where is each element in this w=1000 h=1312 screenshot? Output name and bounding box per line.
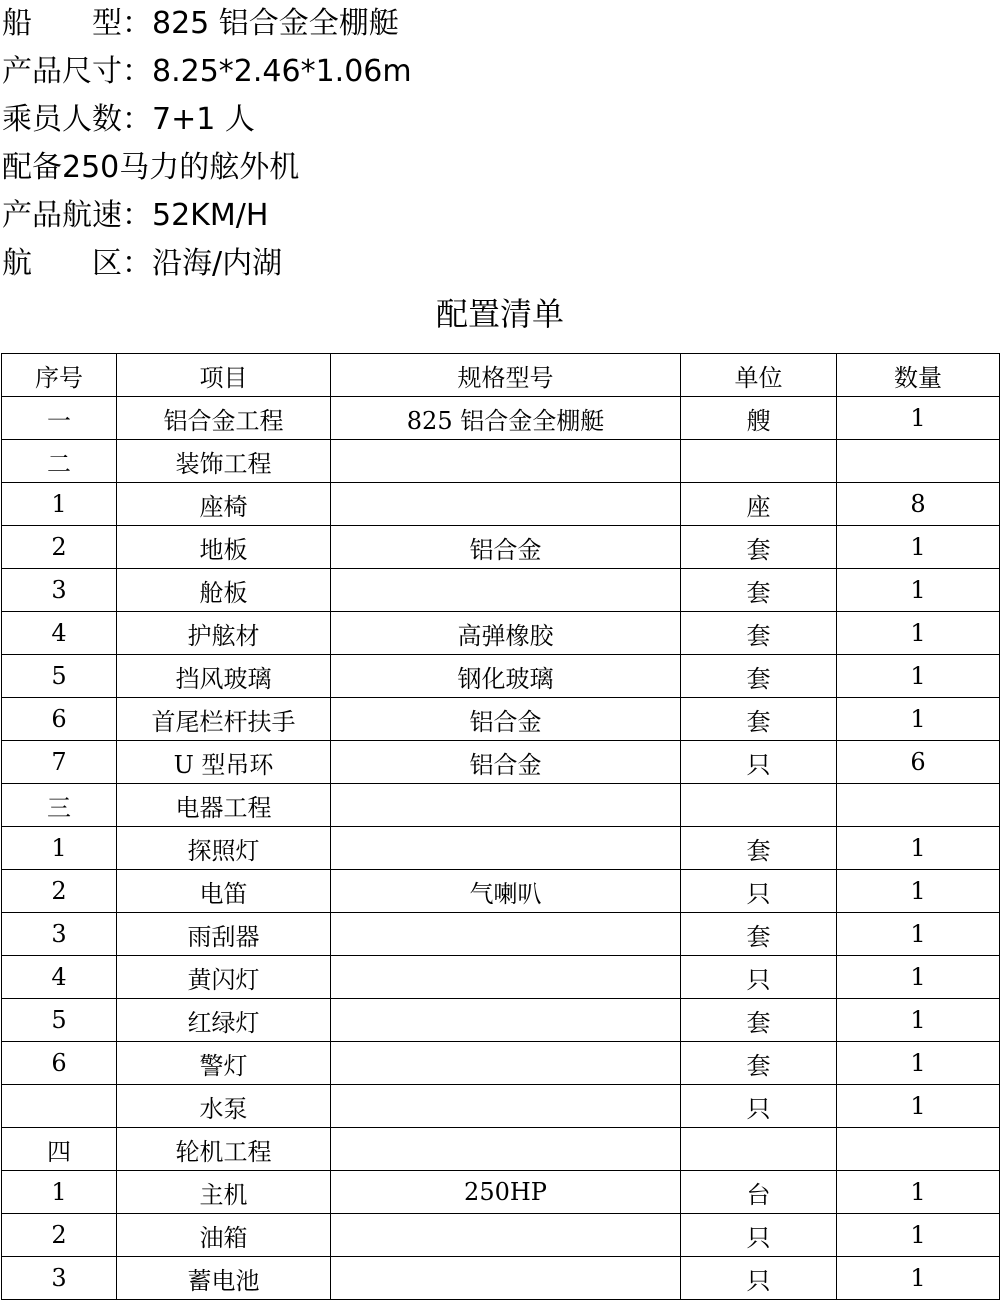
cell-index: 2 <box>2 870 117 913</box>
table-row <box>2 1085 1000 1128</box>
cell-item: 护舷材 <box>117 612 331 655</box>
cell-quantity: 1 <box>837 397 1000 440</box>
cell-item: 电器工程 <box>117 784 331 827</box>
cell-quantity: 1 <box>837 827 1000 870</box>
cell-unit <box>681 440 837 483</box>
cell-spec <box>331 440 681 483</box>
table-row <box>2 999 1000 1042</box>
cell-spec <box>331 913 681 956</box>
cell-index: 5 <box>2 999 117 1042</box>
cell-index: 一 <box>2 397 117 440</box>
cell-quantity: 1 <box>837 655 1000 698</box>
cell-quantity: 1 <box>837 569 1000 612</box>
table-row <box>2 569 1000 612</box>
table-row <box>2 483 1000 526</box>
cell-index <box>2 1085 117 1128</box>
cell-quantity: 1 <box>837 913 1000 956</box>
header-item: 项目 <box>117 354 331 397</box>
spec-navigation-area: 航 区：沿海/内湖 <box>2 246 283 281</box>
cell-index: 5 <box>2 655 117 698</box>
cell-quantity: 1 <box>837 1257 1000 1300</box>
cell-spec <box>331 1128 681 1171</box>
cell-unit: 套 <box>681 569 837 612</box>
cell-index: 1 <box>2 1171 117 1214</box>
table-row <box>2 1042 1000 1085</box>
table-row <box>2 1128 1000 1171</box>
table-row <box>2 741 1000 784</box>
header-index: 序号 <box>2 354 117 397</box>
cell-index: 二 <box>2 440 117 483</box>
table-row <box>2 655 1000 698</box>
cell-index: 4 <box>2 956 117 999</box>
cell-spec: 高弹橡胶 <box>331 612 681 655</box>
cell-unit: 只 <box>681 870 837 913</box>
cell-index: 6 <box>2 1042 117 1085</box>
cell-unit: 套 <box>681 913 837 956</box>
cell-spec <box>331 784 681 827</box>
cell-index: 3 <box>2 1257 117 1300</box>
table-header-row <box>2 354 1000 397</box>
table-row <box>2 827 1000 870</box>
cell-item: 电笛 <box>117 870 331 913</box>
table-row <box>2 698 1000 741</box>
cell-unit: 套 <box>681 698 837 741</box>
table-row <box>2 612 1000 655</box>
spec-boat-type: 船 型：825 铝合金全棚艇 <box>2 6 399 41</box>
table-body <box>2 397 1000 1300</box>
cell-quantity: 8 <box>837 483 1000 526</box>
cell-spec: 铝合金 <box>331 698 681 741</box>
cell-unit <box>681 1128 837 1171</box>
cell-quantity: 1 <box>837 1085 1000 1128</box>
cell-unit: 只 <box>681 1085 837 1128</box>
header-unit: 单位 <box>681 354 837 397</box>
cell-unit: 座 <box>681 483 837 526</box>
cell-unit: 套 <box>681 1042 837 1085</box>
cell-spec <box>331 999 681 1042</box>
cell-spec <box>331 1214 681 1257</box>
table-row <box>2 1171 1000 1214</box>
cell-index: 3 <box>2 913 117 956</box>
header-spec: 规格型号 <box>331 354 681 397</box>
cell-unit: 只 <box>681 1257 837 1300</box>
cell-unit: 台 <box>681 1171 837 1214</box>
cell-quantity: 1 <box>837 612 1000 655</box>
cell-index: 2 <box>2 526 117 569</box>
cell-quantity: 1 <box>837 526 1000 569</box>
cell-spec: 825 铝合金全棚艇 <box>331 397 681 440</box>
cell-item: 蓄电池 <box>117 1257 331 1300</box>
table-row <box>2 784 1000 827</box>
cell-quantity: 1 <box>837 999 1000 1042</box>
cell-index: 7 <box>2 741 117 784</box>
cell-spec <box>331 1085 681 1128</box>
table-row <box>2 870 1000 913</box>
cell-unit: 套 <box>681 999 837 1042</box>
cell-item: U 型吊环 <box>117 741 331 784</box>
cell-index: 1 <box>2 827 117 870</box>
table-row <box>2 956 1000 999</box>
cell-item: 警灯 <box>117 1042 331 1085</box>
table-title: 配置清单 <box>435 295 564 333</box>
table-row <box>2 526 1000 569</box>
cell-unit: 只 <box>681 1214 837 1257</box>
cell-item: 水泵 <box>117 1085 331 1128</box>
cell-item: 主机 <box>117 1171 331 1214</box>
cell-unit: 套 <box>681 612 837 655</box>
cell-unit: 套 <box>681 827 837 870</box>
cell-item: 座椅 <box>117 483 331 526</box>
table-row <box>2 913 1000 956</box>
cell-spec <box>331 827 681 870</box>
table-row <box>2 1257 1000 1300</box>
cell-quantity <box>837 440 1000 483</box>
cell-item: 黄闪灯 <box>117 956 331 999</box>
cell-index: 3 <box>2 569 117 612</box>
header-quantity: 数量 <box>837 354 1000 397</box>
cell-quantity <box>837 784 1000 827</box>
cell-item: 探照灯 <box>117 827 331 870</box>
table-row <box>2 440 1000 483</box>
cell-index: 四 <box>2 1128 117 1171</box>
cell-index: 三 <box>2 784 117 827</box>
cell-unit: 只 <box>681 956 837 999</box>
config-table <box>1 353 1000 1300</box>
cell-quantity: 1 <box>837 1042 1000 1085</box>
cell-item: 地板 <box>117 526 331 569</box>
cell-unit <box>681 784 837 827</box>
spec-dimensions: 产品尺寸：8.25*2.46*1.06m <box>2 54 412 89</box>
table-row <box>2 1214 1000 1257</box>
cell-quantity: 1 <box>837 1214 1000 1257</box>
cell-index: 2 <box>2 1214 117 1257</box>
cell-spec <box>331 1257 681 1300</box>
cell-index: 4 <box>2 612 117 655</box>
spec-crew: 乘员人数：7+1 人 <box>2 102 255 137</box>
cell-item: 油箱 <box>117 1214 331 1257</box>
cell-spec: 250HP <box>331 1171 681 1214</box>
cell-spec <box>331 956 681 999</box>
cell-quantity: 6 <box>837 741 1000 784</box>
cell-quantity: 1 <box>837 1171 1000 1214</box>
cell-item: 装饰工程 <box>117 440 331 483</box>
cell-index: 1 <box>2 483 117 526</box>
cell-item: 铝合金工程 <box>117 397 331 440</box>
cell-unit: 艘 <box>681 397 837 440</box>
spec-engine: 配备250马力的舷外机 <box>2 150 300 185</box>
cell-unit: 套 <box>681 655 837 698</box>
cell-unit: 只 <box>681 741 837 784</box>
spec-speed: 产品航速：52KM/H <box>2 198 269 233</box>
cell-item: 首尾栏杆扶手 <box>117 698 331 741</box>
cell-spec <box>331 483 681 526</box>
cell-quantity: 1 <box>837 956 1000 999</box>
cell-item: 红绿灯 <box>117 999 331 1042</box>
cell-quantity: 1 <box>837 698 1000 741</box>
cell-quantity <box>837 1128 1000 1171</box>
cell-spec: 铝合金 <box>331 741 681 784</box>
cell-item: 轮机工程 <box>117 1128 331 1171</box>
cell-index: 6 <box>2 698 117 741</box>
cell-spec: 铝合金 <box>331 526 681 569</box>
cell-quantity: 1 <box>837 870 1000 913</box>
cell-unit: 套 <box>681 526 837 569</box>
cell-spec: 气喇叭 <box>331 870 681 913</box>
cell-spec <box>331 569 681 612</box>
cell-item: 雨刮器 <box>117 913 331 956</box>
cell-spec: 钢化玻璃 <box>331 655 681 698</box>
cell-item: 挡风玻璃 <box>117 655 331 698</box>
cell-item: 舱板 <box>117 569 331 612</box>
cell-spec <box>331 1042 681 1085</box>
spec-list <box>2 0 992 288</box>
table-row <box>2 397 1000 440</box>
